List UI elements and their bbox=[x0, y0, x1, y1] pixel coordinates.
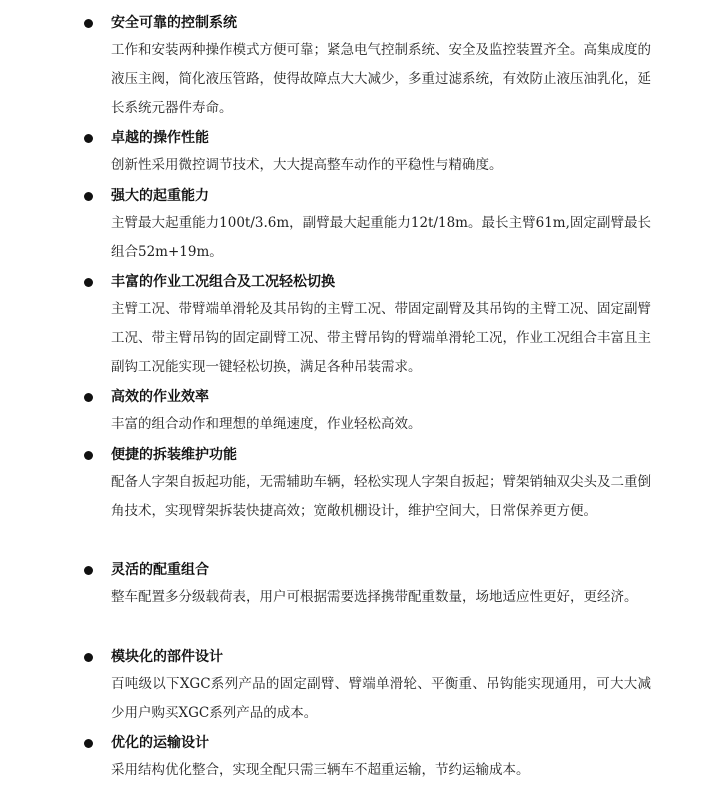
bullet-icon bbox=[84, 566, 93, 575]
bullet-icon bbox=[84, 19, 93, 28]
bullet-icon bbox=[84, 393, 93, 402]
feature-heading: 丰富的作业工况组合及工况轻松切换 bbox=[111, 274, 335, 290]
feature-heading: 灵活的配重组合 bbox=[111, 562, 209, 578]
feature-heading: 优化的运输设计 bbox=[111, 735, 209, 751]
feature-description: 主臂最大起重能力100t/3.6m，副臂最大起重能力12t/18m。最长主臂61m,固定副臂最长组合52m+19m。 bbox=[111, 215, 651, 260]
feature-description: 整车配置多分级载荷表，用户可根据需要选择携带配重数量，场地适应性更好，更经济。 bbox=[111, 589, 638, 605]
bullet-icon bbox=[84, 278, 93, 287]
feature-heading: 模块化的部件设计 bbox=[111, 649, 223, 665]
feature-heading: 便捷的拆装维护功能 bbox=[111, 447, 237, 463]
feature-description: 创新性采用微控调节技术，大大提高整车动作的平稳性与精确度。 bbox=[111, 157, 503, 173]
feature-description: 百吨级以下XGC系列产品的固定副臂、臂端单滑轮、平衡重、吊钩能实现通用，可大大减少用户购买XGC系列产品的成本。 bbox=[111, 676, 651, 721]
bullet-icon bbox=[84, 451, 93, 460]
feature-description: 采用结构优化整合，实现全配只需三辆车不超重运输，节约运输成本。 bbox=[111, 762, 530, 778]
feature-heading: 高效的作业效率 bbox=[111, 389, 209, 405]
bullet-icon bbox=[84, 739, 93, 748]
feature-heading: 强大的起重能力 bbox=[111, 188, 209, 204]
feature-description: 主臂工况、带臂端单滑轮及其吊钩的主臂工况、带固定副臂及其吊钩的主臂工况、固定副臂工况、带主臂吊钩的固定副臂工况、带主臂吊钩的臂端单滑轮工况，作业工况组合丰富且主副钩工况能实现一键轻松切换，满足各种吊装需求。 bbox=[111, 301, 651, 375]
feature-description: 丰富的组合动作和理想的单绳速度，作业轻松高效。 bbox=[111, 416, 422, 432]
feature-description: 配备人字架自扳起功能，无需辅助车辆，轻松实现人字架自扳起；臂架销轴双尖头及二重倒角技术，实现臂架拆装快捷高效；宽敞机棚设计，维护空间大，日常保养更方便。 bbox=[111, 474, 651, 519]
feature-description: 工作和安装两种操作模式方便可靠；紧急电气控制系统、安全及监控装置齐全。高集成度的液压主阀，简化液压管路，使得故障点大大减少，多重过滤系统，有效防止液压油乳化，延长系统元器件寿命。 bbox=[111, 42, 651, 116]
feature-heading: 卓越的操作性能 bbox=[111, 130, 209, 146]
bullet-icon bbox=[84, 653, 93, 662]
feature-heading: 安全可靠的控制系统 bbox=[111, 15, 237, 31]
bullet-icon bbox=[84, 134, 93, 143]
bullet-icon bbox=[84, 192, 93, 201]
